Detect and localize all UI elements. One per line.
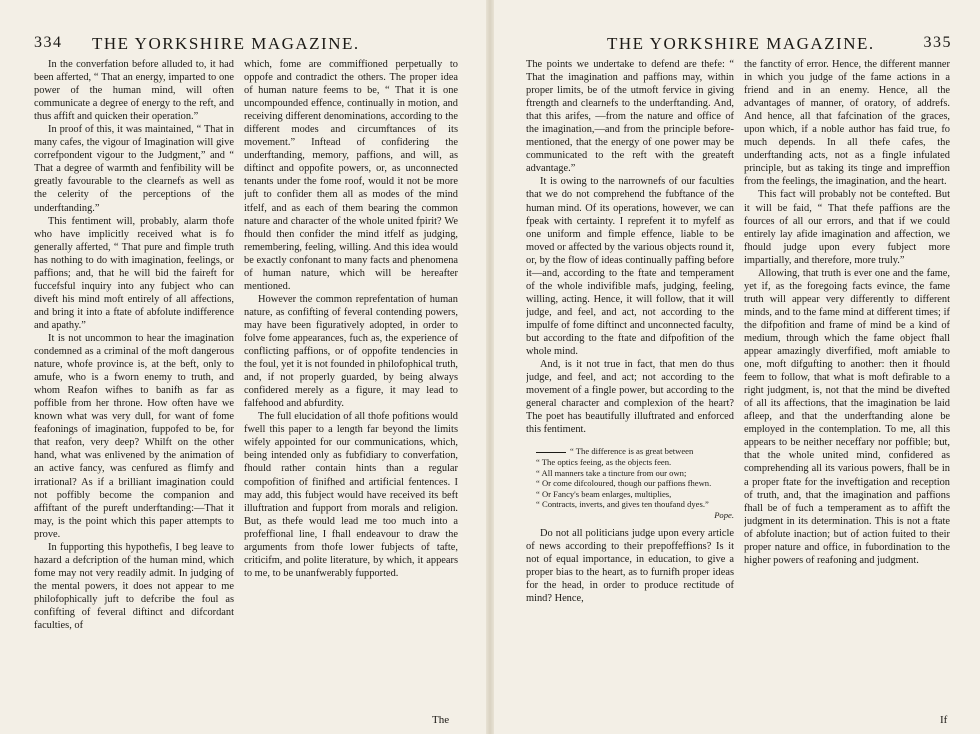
right-column-2 xyxy=(744,58,950,726)
paragraph: It is owing to the narrownefs of our faculties that we do not comprehend the fubftance of the human mind. Of its operations, however, we can fpeak with certainty. I reprefent it to myfelf as one uniform and fimple effence, liable to be moved or affected by the various objects round it, or, by the flow of ideas continually paffing before it—and, according to the ftate and temperament of the whole indivifible mafs, judging, feeling, willing, acting. Hence, it will follow, that it will judge, and feel, and act, not according to the impulfe of fome diftinct and unconnected faculty, but according to the ftate and difpofition of the whole mind. xyxy=(526,176,734,358)
footnote-line: “ Contracts, inverts, and gives ten thoufand dyes.” xyxy=(536,499,709,510)
right-column-1 xyxy=(526,58,734,726)
paragraph: And, is it not true in fact, that men do thus judge, and feel, and act; not according to the movement of a fingle power, but according to the general character and complexion of the heart? The poet has beautifully illuftrated and enforced this fentiment. xyxy=(526,359,734,436)
paragraph: The full elucidation of all thofe pofitions would fwell this paper to a length far beyond the limits wifely appointed for our communications, which, being intended only as fubfidiary to converfation, fhould rather contain hints than a regular compofition of finifhed and artificial fentences. I may add, this fubject would have received its beft illuftration and fupport from morals and religion. But, as thefe would lead me too much into a profeffional line, I fhall endeavour to draw the arguments from thofe lower fubjects of tafte, criticifm, and polite literature, by which, it appears to me, to be unanfwerably fupported. xyxy=(244,411,458,579)
footnote-block xyxy=(526,446,734,520)
footnote-line: “ The optics feeing, as the objects feen. xyxy=(536,456,672,467)
footnote-line: “ All manners take a tincture from our own; xyxy=(536,467,687,478)
right-running-head: THE YORKSHIRE MAGAZINE. xyxy=(607,34,875,53)
paragraph: It is not uncommon to hear the imagination condemned as a criminal of the moft dangerous nature, whofe province is, at the beft, only to amufe, who is a fworn enemy to truth, and whom Reafon wifhes to banifh as far as poffible from her throne. How often have we known what was very dull, for want of fome feafonings of imagination, fuppofed to be, for that reafon, very deep? Whilft on the other hand, what was enlivened by the animation of an active fancy, was cenfured as flimfy and irrational? As if a brilliant imagination could not poffibly become the companion and affiftant of the pureft underftanding:—That it may, is the point which this paper attempts to prove. xyxy=(34,332,234,540)
left-page-number: 334 xyxy=(34,34,63,51)
footnote-attribution: Pope. xyxy=(714,509,734,520)
left-catchword: The xyxy=(432,714,450,726)
footnote-line: “ Or come difcoloured, though our paffions fhewn. xyxy=(536,478,712,489)
paragraph: In the converfation before alluded to, it had been afferted, “ That an energy, imparted to one power of the human mind, will often communicate a degree of energy to the reft, and thus affift and quicken their operation.” xyxy=(34,59,234,123)
paragraph: Allowing, that truth is ever one and the fame, yet if, as the foregoing facts evince, the fame truth will appear very differently to different minds, and to the fame mind at different times; if the difpofition and frame of mind be a kind of medium, through which the fame object fhall appear amazingly diverfified, moft amiable to one, moft difgufting to another: then it fhould feem to follow, that what is moft defirable to a right judgment, is, not that the mind be divefted of all its affections, that the imagination be laid afleep, and that the underftanding alone be employed in the contemplation. To me, all this appears to be neither neceffary nor poffible; but, that the whole united mind, confidered as comprehending all its various powers, fhall be in a proper ftate for the inveftigation and reception of truth, and, that the imagination and paffions fhall be of fuch a temperament as to affift the judgment in its determination. This is not a ftate of abfolute inaction; but of action fuited to their proper nature and office, in fubordination to the higher powers of reafoning and judgment. xyxy=(744,267,950,566)
paragraph: However the common reprefentation of human nature, as confifting of feveral contending powers, may have been figuratively adopted, in order to folve fome appearances, fuch as, the experience of conflicting paffions, or of oppofite tendencies in the foul, yet it is not founded in philofophical truth, and, if not properly guarded, by being always confidered merely as a figure, it may lead to falfehood and abfurdity. xyxy=(244,293,458,410)
left-column-2 xyxy=(244,58,458,726)
left-page xyxy=(0,0,488,734)
paragraph: which, fome are commiffioned perpetually to oppofe and contradict the others. The proper idea of human nature feems to be, “ That it is one uncompounded effence, continually in motion, and receiving different denominations, according to the different modes and circumftances of its movement.” Inftead of confidering the underftanding, memory, paffions, and will, as diftinct and oppofite powers, or, as unconnected tenants under the fome roof, would it not be more juft to confider them all as modes of the mind itfelf, and as each of them bearing the common nature and character of the whole united fpirit? We fhould then confider the mind itfelf as judging, remembering, feeling, willing. And this idea would be exactly confonant to many facts and phenomena of human nature, which will be hereafter mentioned. xyxy=(244,59,458,292)
right-page xyxy=(492,0,980,734)
paragraph: Do not all politicians judge upon every article of news according to their prepoffeffions? Is it not of equal importance, in education, to give a proper bias to the heart, as to furnifh proper ideas for the head, in order to produce rectitude of mind? Hence, xyxy=(526,527,734,604)
right-page-number: 335 xyxy=(923,34,952,51)
paragraph: This fact will probably not be contefted. But it will be faid, “ That thefe paffions are the fources of all our errors, and that if we could entirely lay afide imagination and affection, we fhould judge upon every fubject more impartially, and therefore, more truly.” xyxy=(744,189,950,266)
left-running-head: THE YORKSHIRE MAGAZINE. xyxy=(92,34,360,53)
paragraph: the fanctity of error. Hence, the different manner in which you judge of the fame actions in a friend and in an enemy. Hence, all the advantages of manner, of oratory, of addrefs. And hence, all that fafcination of the graces, upon which, if a noble author has faid true, fo much depends. In all thefe cafes, the underftanding acts, not as a fingle infulated principle, but as taking its tinge and impreffion from the feelings, the imagination, and the heart. xyxy=(744,59,950,188)
footnote-lead: “ The difference is as great between xyxy=(526,446,734,457)
paragraph: In proof of this, it was maintained, “ That in many cafes, the vigour of Imagination will give correfpondent vigour to the Judgment,” and “ That a degree of warmth and fenfibility will be greatly favourable to the clearnefs as well as the celerity of the perceptions of the underftanding.” xyxy=(34,124,234,214)
right-catchword: If xyxy=(940,714,948,726)
left-column-1 xyxy=(34,58,234,726)
paragraph: This fentiment will, probably, alarm thofe who have implicitly received what is fo generally afferted, “ That pure and fimple truth has nothing to do with imagination, feelings, or paffions; and, that he will bid the faireft for fuccefsful inquiry into any fubject who can diveft his mind moft entirely of all affections, and bring it into a ftate of abfolute indifference and apathy.” xyxy=(34,215,234,331)
footnote-line: “ Or Fancy's beam enlarges, multiplies, xyxy=(536,488,672,499)
paragraph: The points we undertake to defend are thefe: “ That the imagination and paffions may, within proper limits, be of the utmoft fervice in giving ftrength and clearnefs to the underftanding. And, that this arifes, —from the nature and office of the imagination,—and from the principle before-mentioned, that the energy of one power may be communicated to the reft with the greateft advantage.” xyxy=(526,59,734,175)
paragraph: In fupporting this hypothefis, I beg leave to hazard a defcription of the human mind, which fome may not very readily admit. In judging of the mental powers, it does not appear to me philofophically juft to defcribe the foul as confifting of feveral diftinct and difcordant faculties, of xyxy=(34,541,234,632)
footnote-rule xyxy=(536,452,566,453)
